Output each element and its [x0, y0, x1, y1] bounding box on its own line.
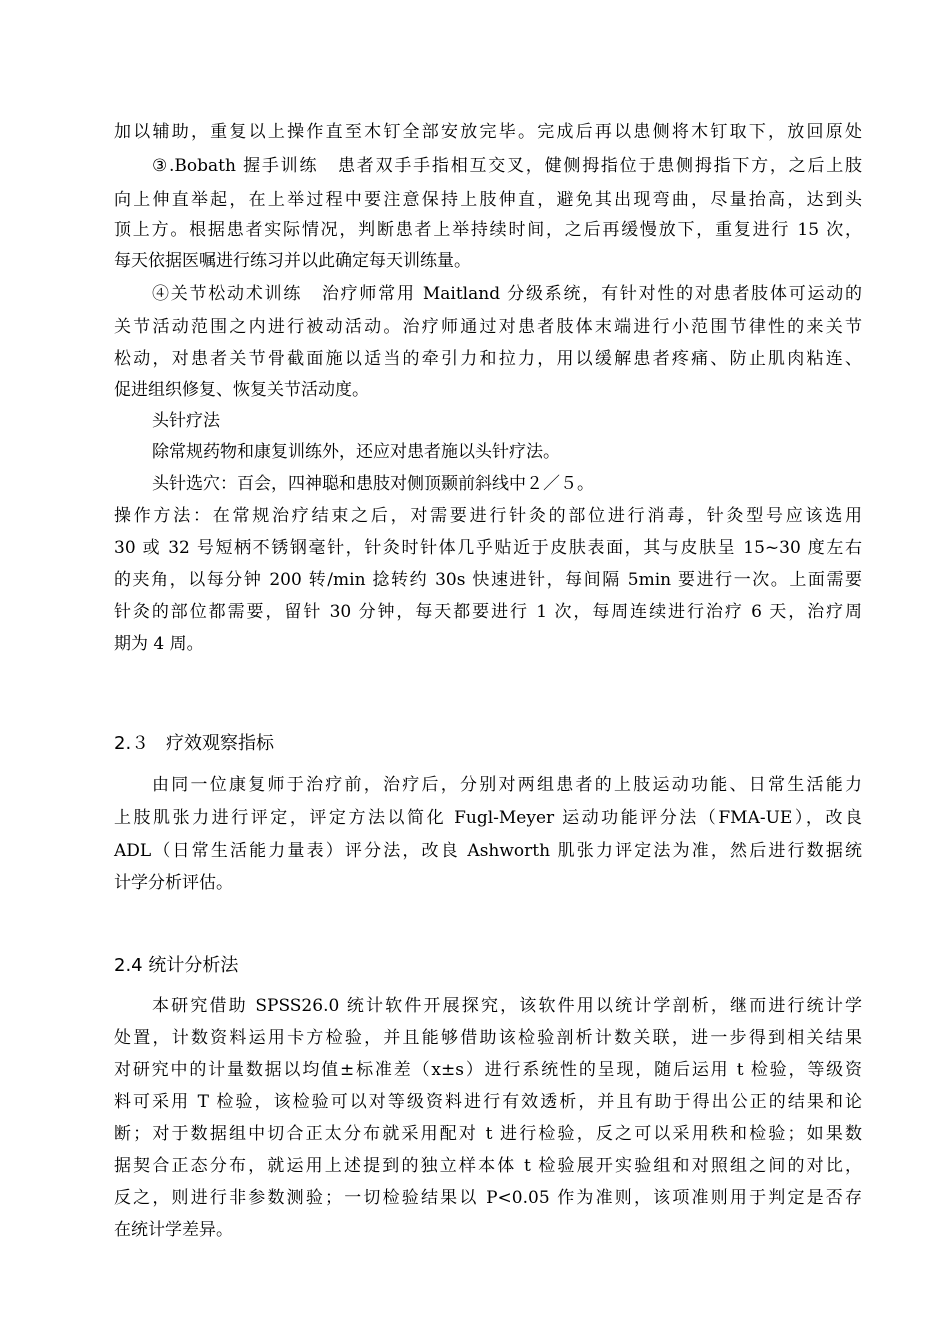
- paragraph-line: 断；对于数据组中切合正太分布就采用配对 t 进行检验，反之可以采用秩和检验；如果数: [114, 1124, 862, 1144]
- section-heading-2-3: [114, 733, 950, 755]
- paragraph-line: 上肢肌张力进行评定，评定方法以简化 Fugl-Meyer 运动功能评分法（FMA-UE），改良: [114, 808, 862, 828]
- paragraph-line: 操作方法：在常规治疗结束之后，对需要进行针灸的部位进行消毒，针灸型号应该选用: [114, 506, 862, 526]
- scalp-title: 头针疗法: [152, 411, 220, 431]
- section-number: 2.３: [114, 733, 150, 754]
- paragraph-line: 向上伸直举起，在上举过程中要注意保持上肢伸直，避免其出现弯曲，尽量抬高，达到头: [114, 190, 862, 210]
- paragraph-line: 30 或 32 号短柄不锈钢毫针，针灸时针体几乎贴近于皮肤表面，其与皮肤呈 15~30 度左右: [114, 538, 862, 558]
- paragraph-line: 顶上方。根据患者实际情况，判断患者上举持续时间，之后再缓慢放下，重复进行 15 次，: [114, 220, 862, 240]
- paragraph-line: 由同一位康复师于治疗前，治疗后，分别对两组患者的上肢运动功能、日常生活能力: [152, 775, 862, 795]
- bobath-title: ③.Bobath 握手训练: [152, 156, 319, 176]
- joint-line-1: [152, 283, 862, 305]
- section-title: 疗效观察指标: [166, 733, 274, 754]
- paragraph-line: 针灸的部位都需要，留针 30 分钟，每天都要进行 1 次，每周连续进行治疗 6 天，治疗周: [114, 602, 862, 622]
- paragraph-line: 加以辅助，重复以上操作直至木钉全部安放完毕。完成后再以患侧将木钉取下，放回原处: [114, 122, 862, 142]
- paragraph-line: 据契合正态分布，就运用上述提到的独立样本体 t 检验展开实验组和对照组之间的对比，: [114, 1156, 862, 1176]
- scalp-points: 头针选穴：百会，四神聪和患肢对侧顶颞前斜线中２／５。: [152, 474, 594, 494]
- paragraph-line: 松动，对患者关节骨截面施以适当的牵引力和拉力，用以缓解患者疼痛、防止肌肉粘连、: [114, 349, 862, 369]
- scalp-intro: 除常规药物和康复训练外，还应对患者施以头针疗法。: [152, 442, 560, 462]
- paragraph-line: 本研究借助 SPSS26.0 统计软件开展探究，该软件用以统计学剖析，继而进行统计学: [152, 996, 862, 1016]
- paragraph-line: 处置，计数资料运用卡方检验，并且能够借助该检验剖析计数关联，进一步得到相关结果: [114, 1028, 862, 1048]
- paragraph-line: ADL（日常生活能力量表）评分法，改良 Ashworth 肌张力评定法为准，然后进行数据统: [114, 841, 862, 861]
- paragraph-line: 对研究中的计量数据以均值±标准差（x±s）进行系统性的呈现，随后运用 t 检验，等级资: [114, 1060, 862, 1080]
- paragraph-line: 的夹角，以每分钟 200 转/min 捻转约 30s 快速进针，每间隔 5min 要进行一次。上面需要: [114, 570, 862, 590]
- paragraph-line: 料可采用 T 检验，该检验可以对等级资料进行有效透析，并且有助于得出公正的结果和论: [114, 1092, 862, 1112]
- joint-title: ④关节松动术训练: [152, 284, 303, 304]
- paragraph-line: 在统计学差异。: [114, 1220, 233, 1240]
- paragraph-line: 关节活动范围之内进行被动活动。治疗师通过对患者肢体末端进行小范围节律性的来关节: [114, 317, 862, 337]
- paragraph-line: 反之，则进行非参数测验；一切检验结果以 P<0.05 作为准则，该项准则用于判定是否存: [114, 1188, 862, 1208]
- paragraph-line: 期为 4 周。: [114, 634, 204, 654]
- bobath-text: 患者双手手指相互交叉，健侧拇指位于患侧拇指下方，之后上肢: [336, 156, 863, 176]
- bobath-line-1: [152, 155, 862, 177]
- paragraph-line: 每天依据医嘱进行练习并以此确定每天训练量。: [114, 251, 471, 271]
- section-heading-2-4: 2.4 统计分析法: [114, 955, 239, 976]
- paragraph-line: 促进组织修复、恢复关节活动度。: [114, 380, 369, 400]
- paragraph-line: 计学分析评估。: [114, 873, 233, 893]
- joint-text: 治疗师常用 Maitland 分级系统，有针对性的对患者肢体可运动的: [320, 284, 863, 304]
